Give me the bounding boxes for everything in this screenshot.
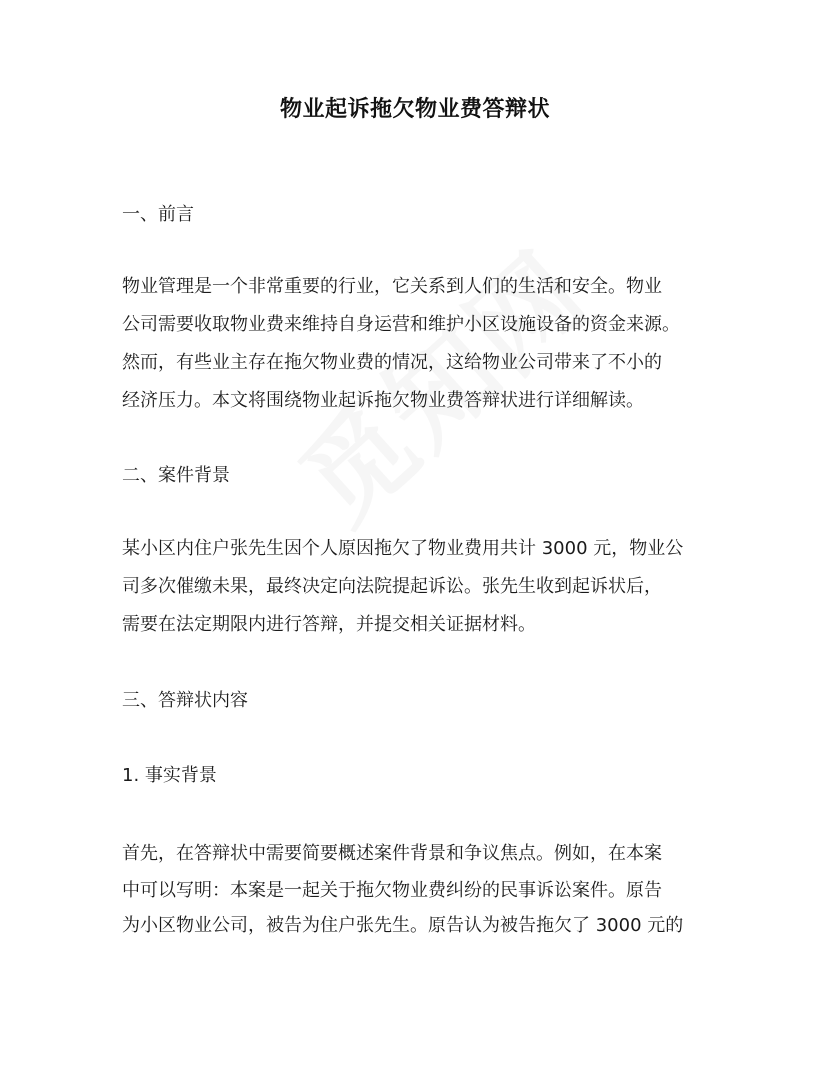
paragraph-line: 物业管理是一个非常重要的行业，它关系到人们的生活和安全。物业: [122, 276, 662, 297]
paragraph-line: 首先，在答辩状中需要简要概述案件背景和争议焦点。例如，在本案: [122, 843, 662, 864]
paragraph-line: 某小区内住户张先生因个人原因拖欠了物业费用共计 3000 元，物业公: [122, 538, 684, 559]
subsection-heading-facts: 1. 事实背景: [122, 765, 217, 786]
paragraph-line: 然而，有些业主存在拖欠物业费的情况，这给物业公司带来了不小的: [122, 352, 662, 373]
paragraph-line: 中可以写明：本案是一起关于拖欠物业费纠纷的民事诉讼案件。原告: [122, 880, 662, 901]
section-heading-case-background: 二、案件背景: [122, 465, 230, 486]
section-heading-defense-content: 三、答辩状内容: [122, 690, 248, 711]
paragraph-line: 经济压力。本文将围绕物业起诉拖欠物业费答辩状进行详细解读。: [122, 390, 644, 411]
paragraph-line: 需要在法定期限内进行答辩，并提交相关证据材料。: [122, 614, 536, 635]
document-title: 物业起诉拖欠物业费答辩状: [279, 97, 550, 122]
paragraph-line: 公司需要收取物业费来维持自身运营和维护小区设施设备的资金来源。: [122, 314, 680, 335]
section-heading-preface: 一、前言: [122, 204, 194, 225]
paragraph-line: 司多次催缴未果，最终决定向法院提起诉讼。张先生收到起诉状后，: [122, 576, 662, 597]
paragraph-line: 为小区物业公司，被告为住户张先生。原告认为被告拖欠了 3000 元的: [122, 915, 684, 936]
